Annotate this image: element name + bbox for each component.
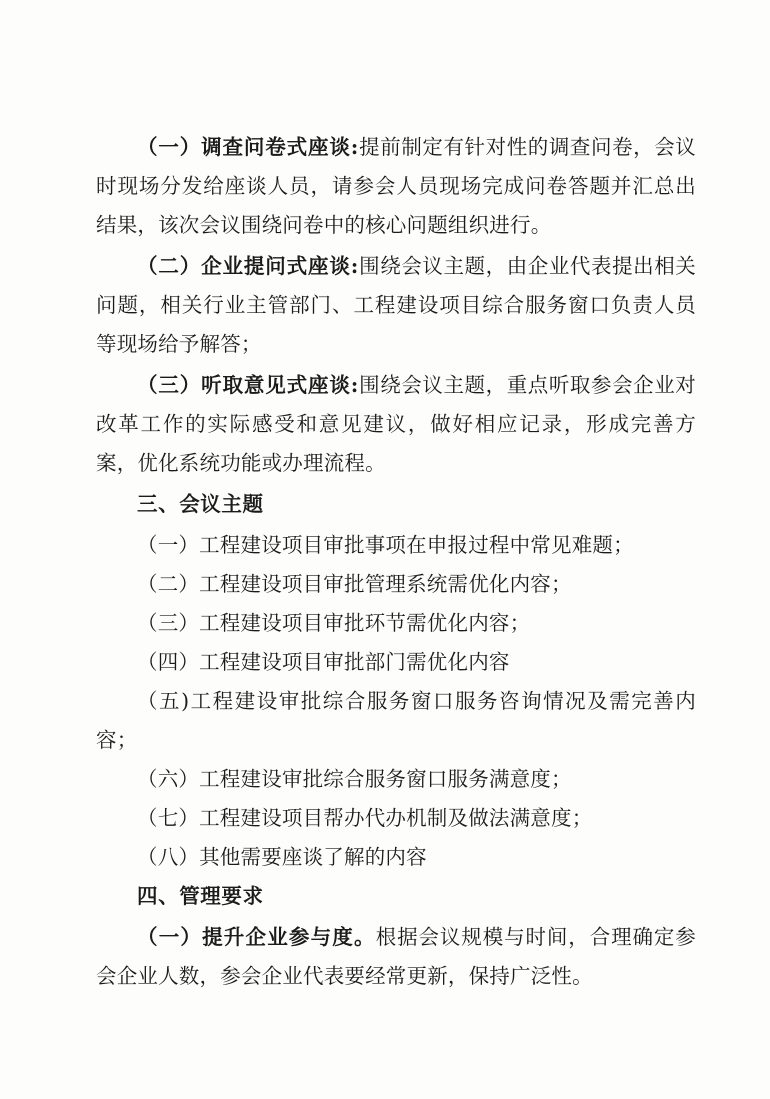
paragraph-lead: （二）企业提问式座谈: <box>137 254 359 278</box>
list-item: （八）其他需要座谈了解的内容 <box>137 845 427 869</box>
page-content <box>96 128 696 998</box>
list-item: （四）工程建设项目审批部门需优化内容 <box>137 650 510 674</box>
paragraph-lead: （一）调查问卷式座谈: <box>137 135 359 159</box>
paragraph-body: 围绕会议主题，由企业代表提出相关问题，相关行业主管部门、工程建设项目综合服务窗口负责人员等现场给予解答； <box>96 254 696 356</box>
list-item: （六）工程建设审批综合服务窗口服务满意度； <box>137 767 572 791</box>
list-item: （三）工程建设项目审批环节需优化内容； <box>137 611 531 635</box>
list-item: （五)工程建设审批综合服务窗口服务咨询情况及需完善内容； <box>96 689 696 752</box>
paragraph-body: 根据会议规模与时间，合理确定参会企业人数，参会企业代表要经常更新，保持广泛性。 <box>96 925 697 988</box>
list-item: （一）工程建设项目审批事项在申报过程中常见难题； <box>137 533 634 557</box>
list-item: （二）工程建设项目审批管理系统需优化内容； <box>137 572 572 596</box>
paragraph-body: 围绕会议主题，重点听取参会企业对改革工作的实际感受和意见建议，做好相应记录，形成完善方案，优化系统功能或办理流程。 <box>96 373 696 475</box>
paragraph-question-style <box>96 247 696 364</box>
paragraph-participation <box>96 918 696 996</box>
list-item: （七）工程建设项目帮办代办机制及做法满意度； <box>137 806 593 830</box>
paragraph-survey-style <box>96 128 696 245</box>
section-heading-three: 三、会议主题 <box>137 492 264 516</box>
paragraph-lead: （三）听取意见式座谈: <box>137 373 359 397</box>
paragraph-body: 提前制定有针对性的调查问卷，会议时现场分发给座谈人员，请参会人员现场完成问卷答题并汇总出结果，该次会议围绕问卷中的核心问题组织进行。 <box>96 135 696 237</box>
section-heading-four: 四、管理要求 <box>137 884 264 908</box>
paragraph-opinion-style <box>96 366 696 483</box>
paragraph-lead: （一）提升企业参与度。 <box>137 925 376 949</box>
